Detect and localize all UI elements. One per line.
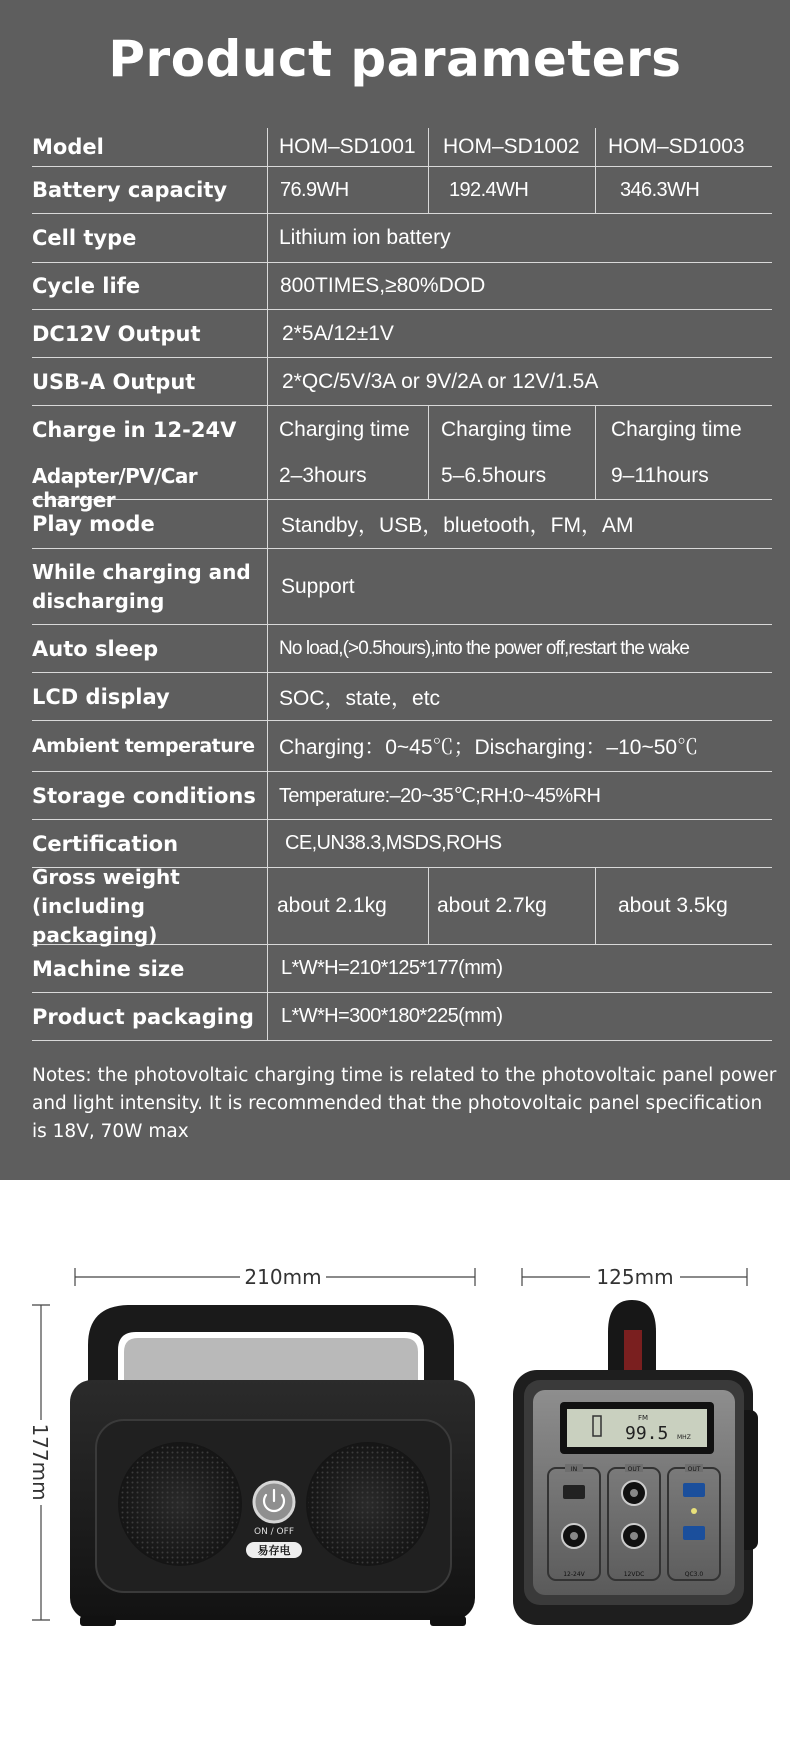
divider [267, 993, 268, 1040]
height-label: 177mm [28, 1423, 52, 1501]
divider [267, 721, 268, 771]
width-label: 210mm [244, 1265, 322, 1289]
divider [267, 549, 268, 624]
product-drawing [0, 1180, 790, 1754]
row-label: LCD display [32, 684, 170, 709]
table-row-gross-weight [32, 864, 772, 947]
row-value: 2*QC/5V/3A or 9V/2A or 12V/1.5A [282, 369, 599, 393]
row-label [32, 864, 267, 947]
table-row-lcd-display [32, 673, 772, 721]
charge-time-label-3: Charging time [611, 418, 742, 441]
charge-label-1: Charge in 12-24V [32, 418, 237, 442]
port-out-label-2: OUT [687, 1466, 701, 1473]
charge-time-label-2: Charging time [441, 418, 572, 441]
divider [595, 167, 596, 213]
port-out-spec-1: 12VDC [623, 1571, 645, 1578]
divider [428, 406, 429, 499]
divider [267, 625, 268, 672]
row-value: L*W*H=300*180*225(mm) [281, 1005, 503, 1027]
power-label: ON / OFF [253, 1527, 295, 1537]
port-out-label-1: OUT [627, 1466, 641, 1473]
table-row-cell-type [32, 214, 772, 263]
battery-2: 192.4WH [449, 178, 529, 201]
divider [267, 167, 268, 213]
weight-1: about 2.1kg [277, 894, 387, 917]
table-row-storage-conditions [32, 772, 772, 820]
divider [267, 263, 268, 309]
divider [428, 128, 429, 166]
divider [428, 868, 429, 944]
usb-qc-port-icon [683, 1483, 705, 1497]
divider [428, 167, 429, 213]
divider [267, 214, 268, 262]
port-in-label: IN [570, 1466, 578, 1473]
row-value: Temperature:–20~35℃;RH:0~45%RH [279, 785, 601, 807]
table-row-while-charging [32, 549, 772, 625]
charge-time-2: 5–6.5hours [441, 464, 547, 487]
usb-qc-port-icon [683, 1526, 705, 1540]
product-front-view [70, 1305, 475, 1626]
divider [595, 868, 596, 944]
battery-3: 346.3WH [620, 178, 700, 201]
while-label-2: discharging [32, 588, 165, 613]
charge-label-2: Adapter/PV/Car charger [32, 464, 197, 512]
row-label: Model [32, 135, 104, 159]
row-label: Storage conditions [32, 783, 256, 808]
row-value: No load,(>0.5hours),into the power off,restart the wake [279, 637, 690, 659]
row-value: 800TIMES,≥80%DOD [280, 274, 486, 297]
page-title: Product parameters [108, 30, 682, 88]
table-row-charge [32, 406, 772, 512]
usb-in-port-icon [563, 1485, 585, 1499]
table-row-ambient-temperature [32, 721, 772, 772]
row-value: 2*5A/12±1V [282, 321, 394, 345]
divider [595, 406, 596, 499]
row-label: Battery capacity [32, 178, 228, 202]
product-dimensions-section [0, 1180, 790, 1754]
divider [267, 673, 268, 720]
row-label: Machine size [32, 956, 185, 981]
battery-1: 76.9WH [280, 178, 349, 201]
table-row-auto-sleep [32, 625, 772, 673]
model-1: HOM–SD1001 [279, 135, 416, 158]
divider [595, 128, 596, 166]
table-row-usb-output [32, 358, 772, 406]
table-row-play-mode [32, 500, 772, 549]
divider [267, 406, 268, 499]
weight-label-1: Gross weight [32, 864, 180, 889]
product-side-view [513, 1300, 758, 1625]
model-3: HOM–SD1003 [608, 135, 745, 158]
width-dimension [75, 1265, 475, 1289]
row-value: Standby，USB，bluetooth，FM，AM [281, 514, 634, 537]
divider [267, 500, 268, 548]
charge-time-3: 9–11hours [611, 464, 709, 487]
brand-logo: 易存电 [257, 1544, 291, 1557]
charge-time-1: 2–3hours [279, 464, 367, 487]
row-label [32, 549, 267, 624]
row-label [32, 406, 267, 512]
row-label: USB-A Output [32, 369, 196, 394]
charge-time-label-1: Charging time [279, 418, 410, 441]
row-label: Play mode [32, 512, 155, 536]
divider [267, 358, 268, 405]
divider [267, 310, 268, 357]
depth-label: 125mm [596, 1265, 674, 1289]
table-row-certification [32, 820, 772, 868]
weight-2: about 2.7kg [437, 894, 547, 917]
weight-label-2: (including packaging) [32, 893, 158, 947]
row-label: Cycle life [32, 274, 141, 298]
model-2: HOM–SD1002 [443, 135, 580, 158]
table-row-machine-size [32, 945, 772, 993]
notes-text: Notes: the photovoltaic charging time is related to the photovoltaic panel power and light intensity. It is recommended that the photovoltaic panel specification is 18V, 70W max [32, 1065, 777, 1142]
row-label: Certification [32, 831, 179, 856]
lcd-unit: MHZ [677, 1434, 691, 1441]
table-row-product-packaging [32, 993, 772, 1041]
row-label: DC12V Output [32, 321, 201, 346]
row-value: Lithium ion battery [279, 226, 451, 249]
port-out-spec-2: QC3.0 [684, 1571, 704, 1578]
divider [267, 772, 268, 819]
table-row-model [32, 128, 772, 167]
divider [267, 820, 268, 867]
divider [267, 945, 268, 992]
while-label-1: While charging and [32, 559, 251, 584]
row-value: Support [281, 574, 355, 598]
row-label: Product packaging [32, 1004, 254, 1029]
port-in-spec: 12-24V [563, 1571, 585, 1578]
lcd-band: FM [638, 1414, 649, 1422]
row-value: CE,UN38.3,MSDS,ROHS [285, 832, 502, 854]
height-dimension [28, 1305, 52, 1620]
weight-3: about 3.5kg [618, 894, 728, 917]
row-label: Auto sleep [32, 636, 159, 661]
row-label: Cell type [32, 226, 137, 250]
divider [267, 868, 268, 944]
depth-dimension [522, 1265, 747, 1289]
table-row-battery [32, 167, 772, 214]
row-value: Charging：0~45℃；Discharging：–10~50℃ [279, 736, 699, 759]
divider [267, 128, 268, 166]
row-value: SOC，state，etc [279, 686, 441, 710]
table-row-dc-output [32, 310, 772, 358]
table-row-cycle-life [32, 263, 772, 310]
lcd-readout: 99.5 [625, 1423, 669, 1444]
row-value: L*W*H=210*125*177(mm) [281, 957, 503, 979]
row-label: Ambient temperature [32, 735, 255, 757]
